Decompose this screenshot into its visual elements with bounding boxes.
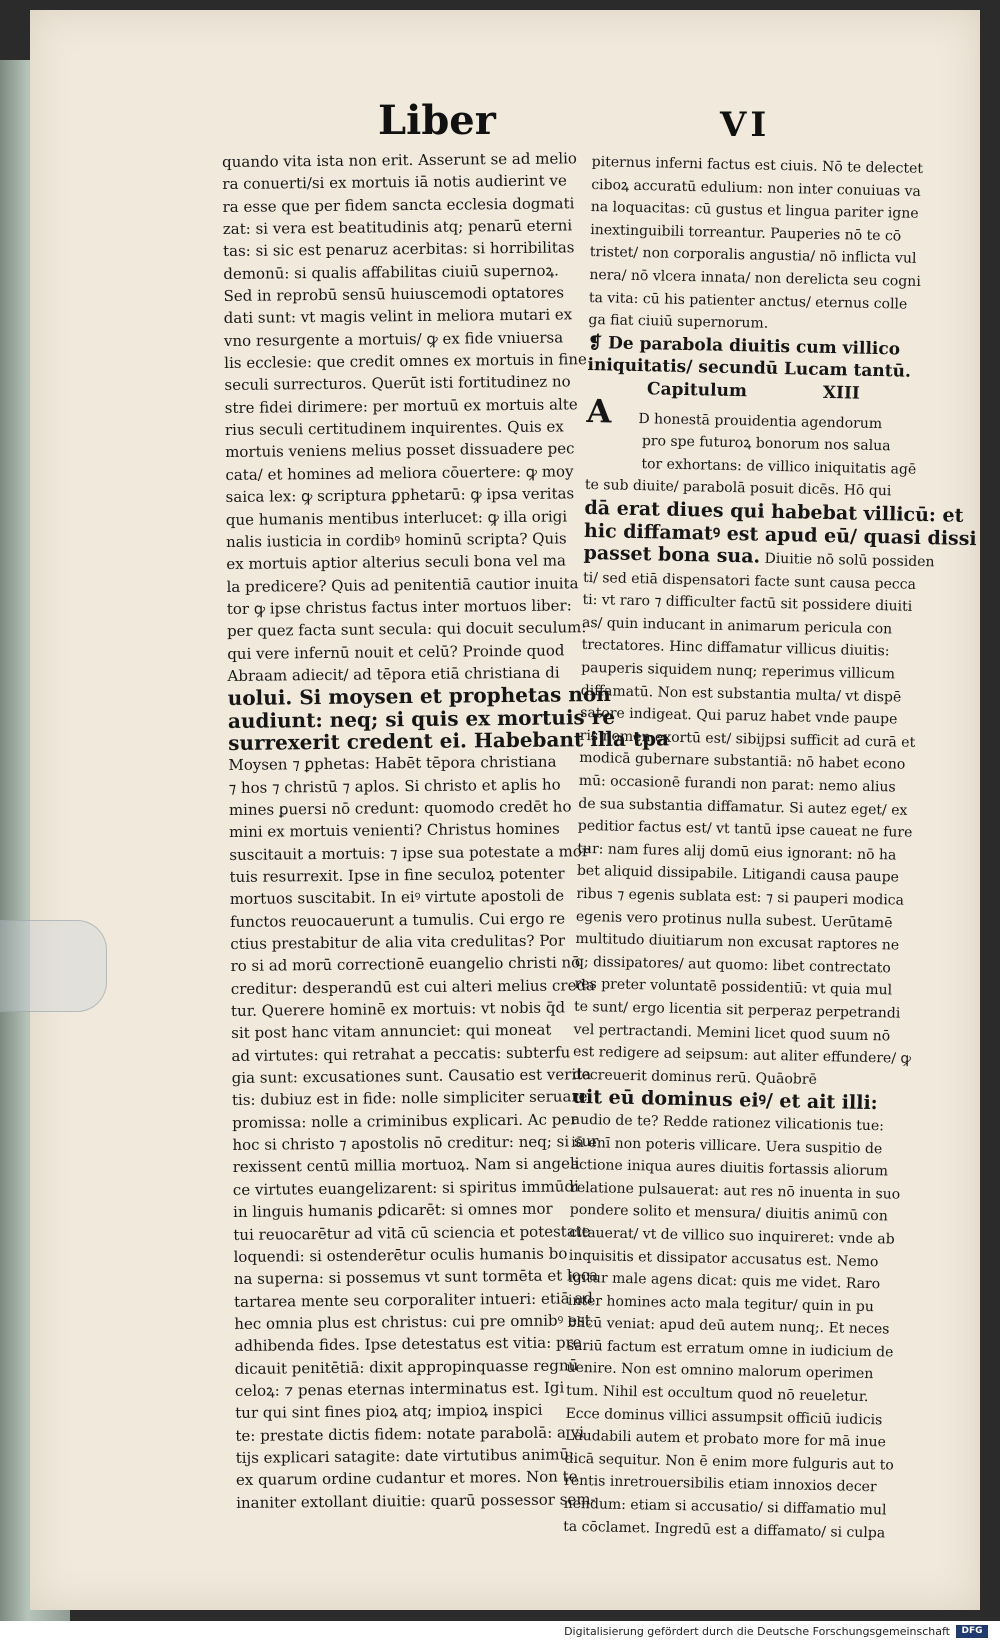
text-line: celoꝝ: ⁊ penas eternas interminatus est. Igi [234, 1378, 565, 1400]
text-line: dicauit penitētiā: dixit appropinquasse regnū [234, 1355, 579, 1378]
text-line: ta cōclamet. Ingredū est a diffamato/ si culpa [563, 1518, 886, 1542]
text-line: creditur: desperandū est cui alteri melius creda [230, 975, 596, 998]
page-clip [0, 920, 107, 1012]
text-line: functos reuocauerunt a tumulis. Cui ergo re [229, 909, 566, 931]
text-line: sariū factum est erratum omne in iudicium de [566, 1337, 894, 1361]
text-line: tijs explicari satagite: date virtutibus animū: [235, 1445, 575, 1467]
text-line: la predicere? Quis ad penitentiā cautior inuita [226, 573, 579, 596]
text-line: tur. Querere hominē ex mortuis: vt nobis q̄d [230, 998, 566, 1021]
text-line: res preter voluntatē possidentiū: vt quia mul [574, 976, 893, 999]
text-line: actione iniqua aures diuitis fortassis aliorum [570, 1156, 889, 1180]
chapter-number: XIII [822, 382, 861, 404]
text-line: q; dissipatores/ aut quomo: libet contrectato [574, 953, 891, 977]
text-line: ciboꝝ accuratū edulium: non inter conuiuas va [591, 176, 922, 200]
text-line: Ecce dominus villici assumpsit officiū iudicis [565, 1405, 883, 1429]
quotation-line: dā erat diues qui habebat villicū: et [584, 496, 964, 527]
text-line: mini ex mortuis venienti? Christus homines [229, 819, 560, 842]
text-line: ris nomen exortū est/ sibijpsi sufficit ad curā et [579, 727, 916, 751]
quotation-line: uit eū dominus eiꝰ/ et ait illi: [571, 1086, 878, 1115]
right-text-column [563, 151, 977, 1545]
text-line: bet aliquid dissipabile. Litigandi causa paupe [576, 863, 900, 886]
text-line: iā enī non poteris villicare. Uera suspitio de [571, 1134, 883, 1157]
decorated-initial: A [586, 391, 612, 430]
text-line: rexissent centū millia mortuoꝝ. Nam si angeli [232, 1154, 580, 1177]
text-line: ⁊ hos ⁊ christū ⁊ aplos. Si christo et aplis ho [228, 775, 561, 797]
dfg-logo-icon: DFG [956, 1625, 988, 1638]
text-line: de sua substantia diffamatur. Si autez eget/ ex [578, 795, 908, 819]
text-line: as/ quin inducant in animarum pericula con [581, 614, 893, 638]
text-line: quando vita ista non erit. Asserunt se ad melio [222, 149, 578, 171]
running-header-left: Liber [378, 97, 496, 144]
text-line: ga fiat ciuiū supernorum. [588, 312, 769, 332]
text-line: lis ecclesie: que credit omnes ex mortuis in fine [224, 350, 587, 373]
text-line: mū: occasionē furandi non parat: nemo alius [578, 772, 896, 796]
text-line: satore indigeat. Qui paruz habet vnde paupe [580, 705, 898, 728]
text-line: inter homines acto mala tegitur/ quin in pu [567, 1292, 875, 1315]
text-line: mortuos suscitabit. In eiꝰ virtute apostoli de [229, 886, 565, 909]
text-line: ex mortuis aptior alterius seculi bona vel ma [226, 551, 567, 574]
text-line: peditior factus est/ vt tantū ipse caueat ne fure [577, 818, 913, 842]
quotation-fragment: passet bona sua. [583, 542, 761, 568]
text-line: mortuis veniens melius posset dissuadere pec [225, 439, 575, 462]
text-line: seculi surrecturos. Querūt isti fortitudinez no [224, 372, 571, 395]
text-line: modicā gubernare substantiā: nō habet econo [579, 750, 906, 774]
text-line: vno resurgente a mortuis/ ꝙ ex fide vniuersa [223, 328, 564, 350]
text-line: te sub diuite/ parabolā posuit dicēs. Hō qui [584, 477, 892, 500]
text-line: tis: dubiuz est in fide: nolle simpliciter seruare [231, 1087, 588, 1110]
text-line: trectatores. Hinc diffamatur villicus diuitis: [581, 637, 890, 660]
text-line: zat: si vera est beatitudinis atq; penarū eterni [222, 216, 573, 239]
text-line: pro spe futuroꝝ bonorum nos salua [641, 433, 891, 455]
text-line: demonū: si qualis affabilitas ciuiū supernoꝝ. [223, 261, 559, 283]
text-line: relatione pulsauerat: aut res nō inuenta in suo [570, 1179, 901, 1203]
text-line: Laudabili autem et probato more for mā inue [564, 1427, 887, 1451]
text-line: mines ꝑuersi nō credunt: quomodo credēt ho [228, 797, 572, 819]
text-line: tur: nam fures alij domū eius ignorant: nō ha [577, 840, 897, 864]
quotation-line: audiunt: neq; si quis ex mortuis re [227, 704, 616, 733]
text-line: vel pertractandi. Memini licet quod suum nō [573, 1021, 891, 1044]
text-line: gia sunt: excusationes sunt. Causatio est verita [231, 1065, 592, 1088]
text-line: tas: si sic est penaruz acerbitas: si horribilitas [222, 238, 575, 261]
footer-bar [0, 1621, 1000, 1641]
text-line: igitur male agens dicat: quis me videt. Raro [568, 1269, 881, 1293]
text-line: nalis iusticia in cordibꝰ hominū scripta? Quis [225, 529, 567, 551]
section-title: iniquitatis/ secundū Lucam tantū. [587, 355, 912, 383]
left-text-column [222, 147, 670, 1514]
text-line: inquisitis et dissipator accusatus est. Nemo [568, 1247, 879, 1270]
text-line: nera/ nō vlcera innata/ non derelicta seu cogni [589, 266, 921, 290]
text-line: diffamatū. Non est substantia multa/ vt dispē [580, 682, 902, 706]
text-line: ra conuerti/si ex mortuis iā notis audierint ve [222, 171, 567, 194]
text-line: tum. Nihil est occultum quod nō reueletur. [565, 1382, 869, 1406]
quotation-line: hic diffamatꝰ est apud eū/ quasi dissi [583, 519, 977, 550]
text-line: Abraam adiecit/ ad tēpora etiā christiana di [227, 663, 560, 685]
text-line: na loquacitas: cū gustus et lingua pariter igne [590, 199, 919, 223]
text-line: ti: vt raro ⁊ difficulter factū sit possidere diuiti [582, 592, 913, 616]
text-line: inaniter extollant diuitie: quarū possessor sem- [236, 1489, 596, 1512]
text-line: tur qui sint fines pioꝝ atq; impioꝝ inspici [235, 1400, 543, 1423]
text-line: dicā sequitur. Non ē enim more fulguris aut to [564, 1450, 894, 1474]
text-line: ta vita: cū his patienter anctus/ eternus colle [588, 289, 908, 313]
funding-notice: Digitalisierung gefördert durch die Deutsche Forschungsgemeinschaft [564, 1625, 950, 1638]
text-line: ti/ sed etiā dispensatori facte sunt causa pecca [582, 569, 917, 593]
running-header-right: VI [720, 105, 771, 145]
text-line: cata/ et homines ad meliora cōuertere: ꝙ moy [225, 462, 574, 484]
text-line: que humanis mentibus interlucet: ꝙ illa origi [225, 506, 568, 529]
text-line: te sunt/ ergo licentia sit perperaz perpetrandi [573, 998, 901, 1022]
section-title: ❡ De parabola diuitis cum villico [587, 332, 901, 360]
text-line: pauperis siquidem nunq; reperimus villicum [581, 659, 896, 683]
text-line: piternus inferni factus est ciuis. Nō te delectet [591, 153, 924, 177]
initial-line-text: D honestā prouidentia agendorum [638, 410, 883, 432]
text-line: pondere solito et mensura/ diuitis animū con [569, 1202, 888, 1225]
text-line: tuis resurrexit. Ipse in fine seculoꝝ potenter [229, 864, 565, 886]
text-line: egenis vero protinus nulla subest. Uerūtamē [575, 908, 893, 932]
text-fragment: Diuitie nō solū possiden [764, 550, 935, 571]
quotation-line: surrexerit credent ei. Habebant illa tpa [228, 726, 670, 755]
text-line: dati sunt: vt magis velint in meliora mutari ex [223, 305, 573, 328]
text-line: qui vere infernū nouit et celū? Proinde quod [227, 641, 565, 663]
text-line: per quez facta sunt secula: qui docuit seculum: [226, 618, 587, 641]
text-line: Moysen ⁊ ꝑphetas: Habēt tēpora christiana [228, 752, 557, 775]
text-line: hec omnia plus est christus: cui pre omnibꝰ est [234, 1311, 591, 1333]
text-line: audio de te? Redde rationez vilicationis tue: [571, 1111, 885, 1135]
text-line: citauerat/ vt de villico suo inquireret: vnde ab [569, 1224, 895, 1248]
text-line: sit post hanc vitam annunciet: qui moneat [231, 1021, 552, 1043]
text-line: ra esse que per fidem sancta ecclesia dogmati [222, 194, 575, 216]
text-line: rentis inretrouersibilis etiam innoxios decer [563, 1473, 877, 1496]
text-line: nendum: etiam si accusatio/ si diffamatio mul [563, 1495, 887, 1519]
text-line: Sed in reprobū sensū huiuscemodi optatores [223, 283, 565, 306]
text-line: rius seculi certitudinem inquirentes. Quis ex [224, 417, 564, 440]
text-line: tartarea mente seu corporaliter intueri: etiā ad [233, 1288, 593, 1311]
text-line: ctius prestabitur de alia vita credulitas? Por [230, 931, 566, 953]
text-line: promissa: nolle a criminibus explicari. Ac per [232, 1110, 578, 1132]
text-line: tor ꝙ ipse christus factus inter mortuos liber: [226, 596, 572, 618]
text-line: ex quarum ordine cudantur et mores. Non te [235, 1467, 578, 1490]
text-line: na superna: si possemus vt sunt tormēta et loca [233, 1266, 599, 1289]
text-line: est redigere ad seipsum: aut aliter effundere/ ꝙ [572, 1043, 912, 1068]
text-line: decreuerit dominus rerū. Quāobrē [572, 1066, 818, 1088]
text-line: tui reuocarētur ad vitā cū sciencia et potestate [233, 1221, 591, 1244]
quotation-line: uolui. Si moysen et prophetas non [227, 682, 611, 711]
text-line: suscitauit a mortuis: ⁊ ipse sua potestate a mor [229, 841, 590, 864]
text-line: blicū veniat: apud deū autem nunq;. Et neces [567, 1315, 890, 1338]
text-line: inextinguibili torreantur. Pauperies nō te cō [590, 221, 902, 245]
text-line: hoc si christo ⁊ apostolis nō creditur: neq; si sur [232, 1132, 599, 1155]
text-line: in linguis humanis ꝑdicarēt: si omnes mor [233, 1199, 553, 1222]
text-line: stre fidei dirimere: per mortuū ex mortuis alte [224, 395, 578, 417]
text-line: ribus ⁊ egenis sublata est: ⁊ si pauperi modica [576, 885, 905, 909]
text-line: uenire. Non est omnino malorum operimen [566, 1360, 874, 1383]
text-line: ad virtutes: qui retrahat a peccatis: subterfu [231, 1043, 571, 1065]
chapter-label: Capitulum [646, 379, 748, 402]
text-line: tristet/ non corporalis angustia/ nō inflicta vul [589, 244, 917, 268]
text-line: saica lex: ꝙ scriptura ꝑphetarū: ꝙ ipsa veritas [225, 484, 575, 507]
text-line: tor exhortans: de villico iniquitatis agē [641, 455, 917, 478]
text-line: te: prestate dictis fidem: notate parabolā: a vi [235, 1422, 585, 1445]
text-line: multitudo diuitiarum non excusat raptores ne [575, 931, 900, 954]
text-line: loquendi: si ostenderētur oculis humanis bo [233, 1244, 568, 1266]
text-line: ro si ad morū correctionē euangelio christi nō [230, 953, 581, 976]
text-line: ce virtutes euangelizarent: si spiritus immūdi [232, 1177, 579, 1199]
text-line: adhibenda fides. Ipse detestatus est vitia: pre [234, 1333, 582, 1356]
